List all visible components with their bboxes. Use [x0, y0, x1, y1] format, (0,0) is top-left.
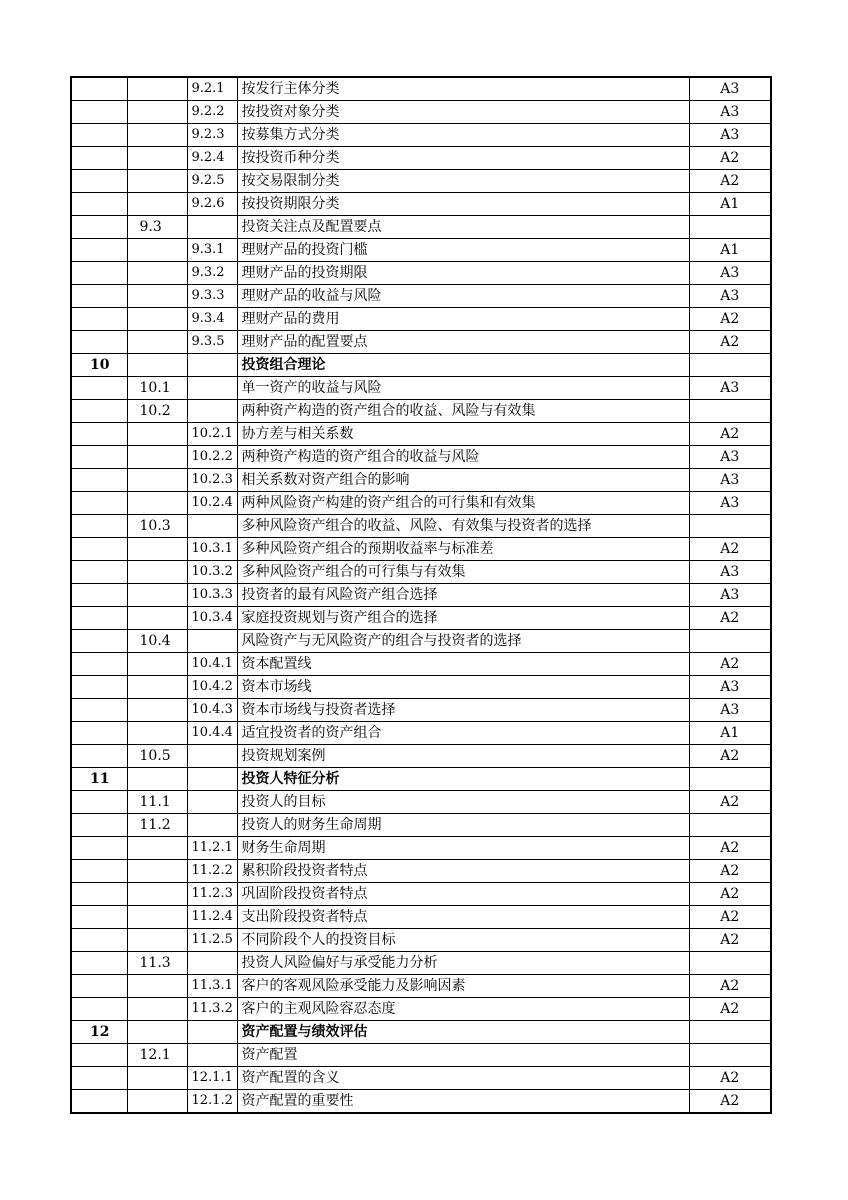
- section-number-cell: [127, 607, 187, 630]
- requirement-level-cell: [689, 814, 771, 837]
- chapter-number-cell: [71, 446, 127, 469]
- chapter-number-cell: [71, 745, 127, 768]
- topic-title-cell: 理财产品的投资期限: [237, 262, 689, 285]
- chapter-number-cell: [71, 515, 127, 538]
- requirement-level-cell: A2: [689, 653, 771, 676]
- requirement-level-cell: A2: [689, 837, 771, 860]
- topic-title-cell: 多种风险资产组合的收益、风险、有效集与投资者的选择: [237, 515, 689, 538]
- topic-title-cell: 相关系数对资产组合的影响: [237, 469, 689, 492]
- section-number-cell: [127, 423, 187, 446]
- requirement-level-cell: A3: [689, 101, 771, 124]
- table-row: [71, 883, 771, 906]
- requirement-level-cell: A2: [689, 745, 771, 768]
- chapter-number-cell: [71, 262, 127, 285]
- subsection-number-cell: 10.3.4: [187, 607, 237, 630]
- table-row: [71, 952, 771, 975]
- section-number-cell: [127, 975, 187, 998]
- requirement-level-cell: [689, 952, 771, 975]
- table-row: [71, 676, 771, 699]
- requirement-level-cell: A1: [689, 722, 771, 745]
- topic-title-cell: 资产配置与绩效评估: [237, 1021, 689, 1044]
- section-number-cell: [127, 492, 187, 515]
- table-row: [71, 814, 771, 837]
- syllabus-table: [70, 76, 772, 1114]
- chapter-number-cell: [71, 699, 127, 722]
- subsection-number-cell: 9.2.6: [187, 193, 237, 216]
- requirement-level-cell: A3: [689, 377, 771, 400]
- topic-title-cell: 单一资产的收益与风险: [237, 377, 689, 400]
- subsection-number-cell: 11.2.4: [187, 906, 237, 929]
- topic-title-cell: 多种风险资产组合的可行集与有效集: [237, 561, 689, 584]
- topic-title-cell: 投资组合理论: [237, 354, 689, 377]
- topic-title-cell: 资本市场线与投资者选择: [237, 699, 689, 722]
- table-row: [71, 193, 771, 216]
- chapter-number-cell: [71, 630, 127, 653]
- requirement-level-cell: A3: [689, 584, 771, 607]
- chapter-number-cell: [71, 906, 127, 929]
- subsection-number-cell: 9.2.4: [187, 147, 237, 170]
- chapter-number-cell: [71, 860, 127, 883]
- table-row: [71, 308, 771, 331]
- chapter-number-cell: [71, 1044, 127, 1067]
- requirement-level-cell: A2: [689, 791, 771, 814]
- table-row: [71, 699, 771, 722]
- requirement-level-cell: A2: [689, 1067, 771, 1090]
- section-number-cell: [127, 285, 187, 308]
- topic-title-cell: 风险资产与无风险资产的组合与投资者的选择: [237, 630, 689, 653]
- requirement-level-cell: A2: [689, 883, 771, 906]
- topic-title-cell: 不同阶段个人的投资目标: [237, 929, 689, 952]
- subsection-number-cell: 9.2.3: [187, 124, 237, 147]
- section-number-cell: [127, 584, 187, 607]
- section-number-cell: 10.4: [127, 630, 187, 653]
- subsection-number-cell: 9.3.1: [187, 239, 237, 262]
- requirement-level-cell: A2: [689, 147, 771, 170]
- chapter-number-cell: [71, 584, 127, 607]
- subsection-number-cell: 9.2.5: [187, 170, 237, 193]
- section-number-cell: [127, 929, 187, 952]
- table-row: [71, 446, 771, 469]
- topic-title-cell: 巩固阶段投资者特点: [237, 883, 689, 906]
- table-row: [71, 216, 771, 239]
- section-number-cell: 10.3: [127, 515, 187, 538]
- section-number-cell: [127, 469, 187, 492]
- requirement-level-cell: [689, 515, 771, 538]
- section-number-cell: [127, 998, 187, 1021]
- table-row: [71, 354, 771, 377]
- chapter-number-cell: [71, 561, 127, 584]
- table-row: [71, 906, 771, 929]
- topic-title-cell: 资本市场线: [237, 676, 689, 699]
- requirement-level-cell: [689, 216, 771, 239]
- subsection-number-cell: 11.3.1: [187, 975, 237, 998]
- requirement-level-cell: A3: [689, 469, 771, 492]
- table-row: [71, 170, 771, 193]
- subsection-number-cell: [187, 1044, 237, 1067]
- section-number-cell: [127, 699, 187, 722]
- table-row: [71, 998, 771, 1021]
- subsection-number-cell: 9.3.4: [187, 308, 237, 331]
- chapter-number-cell: [71, 952, 127, 975]
- chapter-number-cell: [71, 101, 127, 124]
- section-number-cell: [127, 1021, 187, 1044]
- subsection-number-cell: 9.3.2: [187, 262, 237, 285]
- topic-title-cell: 两种资产构造的资产组合的收益与风险: [237, 446, 689, 469]
- subsection-number-cell: 11.2.1: [187, 837, 237, 860]
- requirement-level-cell: [689, 354, 771, 377]
- section-number-cell: [127, 1090, 187, 1114]
- subsection-number-cell: 9.2.1: [187, 77, 237, 101]
- subsection-number-cell: 10.2.4: [187, 492, 237, 515]
- table-row: [71, 929, 771, 952]
- table-row: [71, 538, 771, 561]
- topic-title-cell: 投资人风险偏好与承受能力分析: [237, 952, 689, 975]
- section-number-cell: 11.1: [127, 791, 187, 814]
- subsection-number-cell: 10.4.1: [187, 653, 237, 676]
- chapter-number-cell: [71, 193, 127, 216]
- section-number-cell: [127, 262, 187, 285]
- chapter-number-cell: [71, 308, 127, 331]
- requirement-level-cell: A2: [689, 170, 771, 193]
- section-number-cell: [127, 446, 187, 469]
- section-number-cell: [127, 768, 187, 791]
- topic-title-cell: 多种风险资产组合的预期收益率与标准差: [237, 538, 689, 561]
- table-row: [71, 653, 771, 676]
- requirement-level-cell: A2: [689, 929, 771, 952]
- subsection-number-cell: 10.2.2: [187, 446, 237, 469]
- chapter-number-cell: [71, 239, 127, 262]
- chapter-number-cell: [71, 124, 127, 147]
- chapter-number-cell: [71, 147, 127, 170]
- section-number-cell: [127, 883, 187, 906]
- topic-title-cell: 投资人的财务生命周期: [237, 814, 689, 837]
- table-row: [71, 561, 771, 584]
- subsection-number-cell: 10.3.3: [187, 584, 237, 607]
- chapter-number-cell: [71, 929, 127, 952]
- requirement-level-cell: A2: [689, 860, 771, 883]
- requirement-level-cell: A2: [689, 998, 771, 1021]
- chapter-number-cell: [71, 170, 127, 193]
- table-row: [71, 239, 771, 262]
- subsection-number-cell: 10.2.3: [187, 469, 237, 492]
- topic-title-cell: 按交易限制分类: [237, 170, 689, 193]
- requirement-level-cell: [689, 400, 771, 423]
- chapter-number-cell: [71, 975, 127, 998]
- subsection-number-cell: 10.4.2: [187, 676, 237, 699]
- chapter-number-cell: [71, 607, 127, 630]
- topic-title-cell: 协方差与相关系数: [237, 423, 689, 446]
- table-row: [71, 469, 771, 492]
- subsection-number-cell: 12.1.1: [187, 1067, 237, 1090]
- chapter-number-cell: [71, 814, 127, 837]
- table-row: [71, 768, 771, 791]
- topic-title-cell: 财务生命周期: [237, 837, 689, 860]
- subsection-number-cell: 11.2.5: [187, 929, 237, 952]
- subsection-number-cell: 10.4.3: [187, 699, 237, 722]
- table-row: [71, 147, 771, 170]
- requirement-level-cell: A2: [689, 607, 771, 630]
- section-number-cell: 11.3: [127, 952, 187, 975]
- table-row: [71, 837, 771, 860]
- chapter-number-cell: 12: [71, 1021, 127, 1044]
- chapter-number-cell: [71, 1067, 127, 1090]
- subsection-number-cell: 10.3.1: [187, 538, 237, 561]
- section-number-cell: [127, 124, 187, 147]
- chapter-number-cell: [71, 400, 127, 423]
- chapter-number-cell: [71, 469, 127, 492]
- section-number-cell: 10.5: [127, 745, 187, 768]
- requirement-level-cell: A2: [689, 1090, 771, 1114]
- topic-title-cell: 按投资期限分类: [237, 193, 689, 216]
- section-number-cell: [127, 722, 187, 745]
- topic-title-cell: 支出阶段投资者特点: [237, 906, 689, 929]
- subsection-number-cell: 9.2.2: [187, 101, 237, 124]
- topic-title-cell: 理财产品的费用: [237, 308, 689, 331]
- subsection-number-cell: [187, 377, 237, 400]
- topic-title-cell: 投资人的目标: [237, 791, 689, 814]
- requirement-level-cell: A3: [689, 561, 771, 584]
- subsection-number-cell: [187, 400, 237, 423]
- subsection-number-cell: 11.2.2: [187, 860, 237, 883]
- subsection-number-cell: [187, 768, 237, 791]
- subsection-number-cell: [187, 515, 237, 538]
- topic-title-cell: 理财产品的投资门槛: [237, 239, 689, 262]
- chapter-number-cell: 10: [71, 354, 127, 377]
- requirement-level-cell: [689, 630, 771, 653]
- requirement-level-cell: A1: [689, 239, 771, 262]
- topic-title-cell: 按募集方式分类: [237, 124, 689, 147]
- subsection-number-cell: 11.3.2: [187, 998, 237, 1021]
- table-row: [71, 1090, 771, 1114]
- requirement-level-cell: A3: [689, 676, 771, 699]
- requirement-level-cell: A3: [689, 285, 771, 308]
- chapter-number-cell: [71, 377, 127, 400]
- table-row: [71, 492, 771, 515]
- table-row: [71, 975, 771, 998]
- requirement-level-cell: A3: [689, 262, 771, 285]
- section-number-cell: [127, 77, 187, 101]
- chapter-number-cell: [71, 77, 127, 101]
- chapter-number-cell: [71, 331, 127, 354]
- chapter-number-cell: [71, 423, 127, 446]
- chapter-number-cell: [71, 285, 127, 308]
- requirement-level-cell: A2: [689, 538, 771, 561]
- topic-title-cell: 按投资币种分类: [237, 147, 689, 170]
- syllabus-body: [71, 77, 771, 1113]
- section-number-cell: 11.2: [127, 814, 187, 837]
- requirement-level-cell: A2: [689, 423, 771, 446]
- subsection-number-cell: [187, 630, 237, 653]
- chapter-number-cell: [71, 676, 127, 699]
- requirement-level-cell: [689, 1021, 771, 1044]
- subsection-number-cell: 10.2.1: [187, 423, 237, 446]
- section-number-cell: [127, 538, 187, 561]
- section-number-cell: [127, 906, 187, 929]
- section-number-cell: [127, 837, 187, 860]
- subsection-number-cell: 11.2.3: [187, 883, 237, 906]
- chapter-number-cell: [71, 1090, 127, 1114]
- requirement-level-cell: [689, 1044, 771, 1067]
- table-row: [71, 607, 771, 630]
- requirement-level-cell: A3: [689, 446, 771, 469]
- table-row: [71, 77, 771, 101]
- topic-title-cell: 按投资对象分类: [237, 101, 689, 124]
- table-row: [71, 262, 771, 285]
- topic-title-cell: 资产配置: [237, 1044, 689, 1067]
- table-row: [71, 400, 771, 423]
- requirement-level-cell: A2: [689, 331, 771, 354]
- chapter-number-cell: [71, 837, 127, 860]
- section-number-cell: [127, 239, 187, 262]
- table-row: [71, 630, 771, 653]
- subsection-number-cell: [187, 216, 237, 239]
- topic-title-cell: 两种资产构造的资产组合的收益、风险与有效集: [237, 400, 689, 423]
- requirement-level-cell: A2: [689, 308, 771, 331]
- topic-title-cell: 投资规划案例: [237, 745, 689, 768]
- chapter-number-cell: [71, 492, 127, 515]
- section-number-cell: 9.3: [127, 216, 187, 239]
- section-number-cell: [127, 1067, 187, 1090]
- subsection-number-cell: [187, 354, 237, 377]
- table-row: [71, 1067, 771, 1090]
- topic-title-cell: 投资关注点及配置要点: [237, 216, 689, 239]
- topic-title-cell: 资产配置的重要性: [237, 1090, 689, 1114]
- section-number-cell: [127, 653, 187, 676]
- subsection-number-cell: [187, 791, 237, 814]
- subsection-number-cell: 12.1.2: [187, 1090, 237, 1114]
- requirement-level-cell: A3: [689, 492, 771, 515]
- table-row: [71, 101, 771, 124]
- topic-title-cell: 累积阶段投资者特点: [237, 860, 689, 883]
- table-row: [71, 285, 771, 308]
- chapter-number-cell: [71, 538, 127, 561]
- table-row: [71, 722, 771, 745]
- subsection-number-cell: 10.3.2: [187, 561, 237, 584]
- section-number-cell: 10.2: [127, 400, 187, 423]
- table-row: [71, 331, 771, 354]
- topic-title-cell: 适宜投资者的资产组合: [237, 722, 689, 745]
- section-number-cell: 12.1: [127, 1044, 187, 1067]
- chapter-number-cell: [71, 216, 127, 239]
- subsection-number-cell: 10.4.4: [187, 722, 237, 745]
- section-number-cell: [127, 676, 187, 699]
- topic-title-cell: 理财产品的配置要点: [237, 331, 689, 354]
- section-number-cell: [127, 308, 187, 331]
- chapter-number-cell: [71, 722, 127, 745]
- section-number-cell: 10.1: [127, 377, 187, 400]
- chapter-number-cell: [71, 883, 127, 906]
- requirement-level-cell: A3: [689, 77, 771, 101]
- chapter-number-cell: [71, 791, 127, 814]
- section-number-cell: [127, 170, 187, 193]
- requirement-level-cell: [689, 768, 771, 791]
- section-number-cell: [127, 860, 187, 883]
- section-number-cell: [127, 147, 187, 170]
- topic-title-cell: 家庭投资规划与资产组合的选择: [237, 607, 689, 630]
- section-number-cell: [127, 193, 187, 216]
- topic-title-cell: 客户的主观风险容忍态度: [237, 998, 689, 1021]
- topic-title-cell: 客户的客观风险承受能力及影响因素: [237, 975, 689, 998]
- section-number-cell: [127, 331, 187, 354]
- table-row: [71, 515, 771, 538]
- subsection-number-cell: 9.3.3: [187, 285, 237, 308]
- chapter-number-cell: [71, 998, 127, 1021]
- table-row: [71, 745, 771, 768]
- requirement-level-cell: A3: [689, 699, 771, 722]
- table-row: [71, 860, 771, 883]
- topic-title-cell: 投资者的最有风险资产组合选择: [237, 584, 689, 607]
- chapter-number-cell: [71, 653, 127, 676]
- requirement-level-cell: A3: [689, 124, 771, 147]
- table-row: [71, 1044, 771, 1067]
- topic-title-cell: 投资人特征分析: [237, 768, 689, 791]
- chapter-number-cell: 11: [71, 768, 127, 791]
- subsection-number-cell: [187, 745, 237, 768]
- topic-title-cell: 理财产品的收益与风险: [237, 285, 689, 308]
- topic-title-cell: 资产配置的含义: [237, 1067, 689, 1090]
- table-row: [71, 124, 771, 147]
- section-number-cell: [127, 354, 187, 377]
- section-number-cell: [127, 101, 187, 124]
- table-row: [71, 423, 771, 446]
- table-row: [71, 377, 771, 400]
- subsection-number-cell: [187, 952, 237, 975]
- requirement-level-cell: A2: [689, 906, 771, 929]
- table-row: [71, 584, 771, 607]
- topic-title-cell: 资本配置线: [237, 653, 689, 676]
- table-row: [71, 791, 771, 814]
- requirement-level-cell: A2: [689, 975, 771, 998]
- topic-title-cell: 两种风险资产构建的资产组合的可行集和有效集: [237, 492, 689, 515]
- subsection-number-cell: [187, 1021, 237, 1044]
- table-row: [71, 1021, 771, 1044]
- requirement-level-cell: A1: [689, 193, 771, 216]
- subsection-number-cell: [187, 814, 237, 837]
- section-number-cell: [127, 561, 187, 584]
- topic-title-cell: 按发行主体分类: [237, 77, 689, 101]
- subsection-number-cell: 9.3.5: [187, 331, 237, 354]
